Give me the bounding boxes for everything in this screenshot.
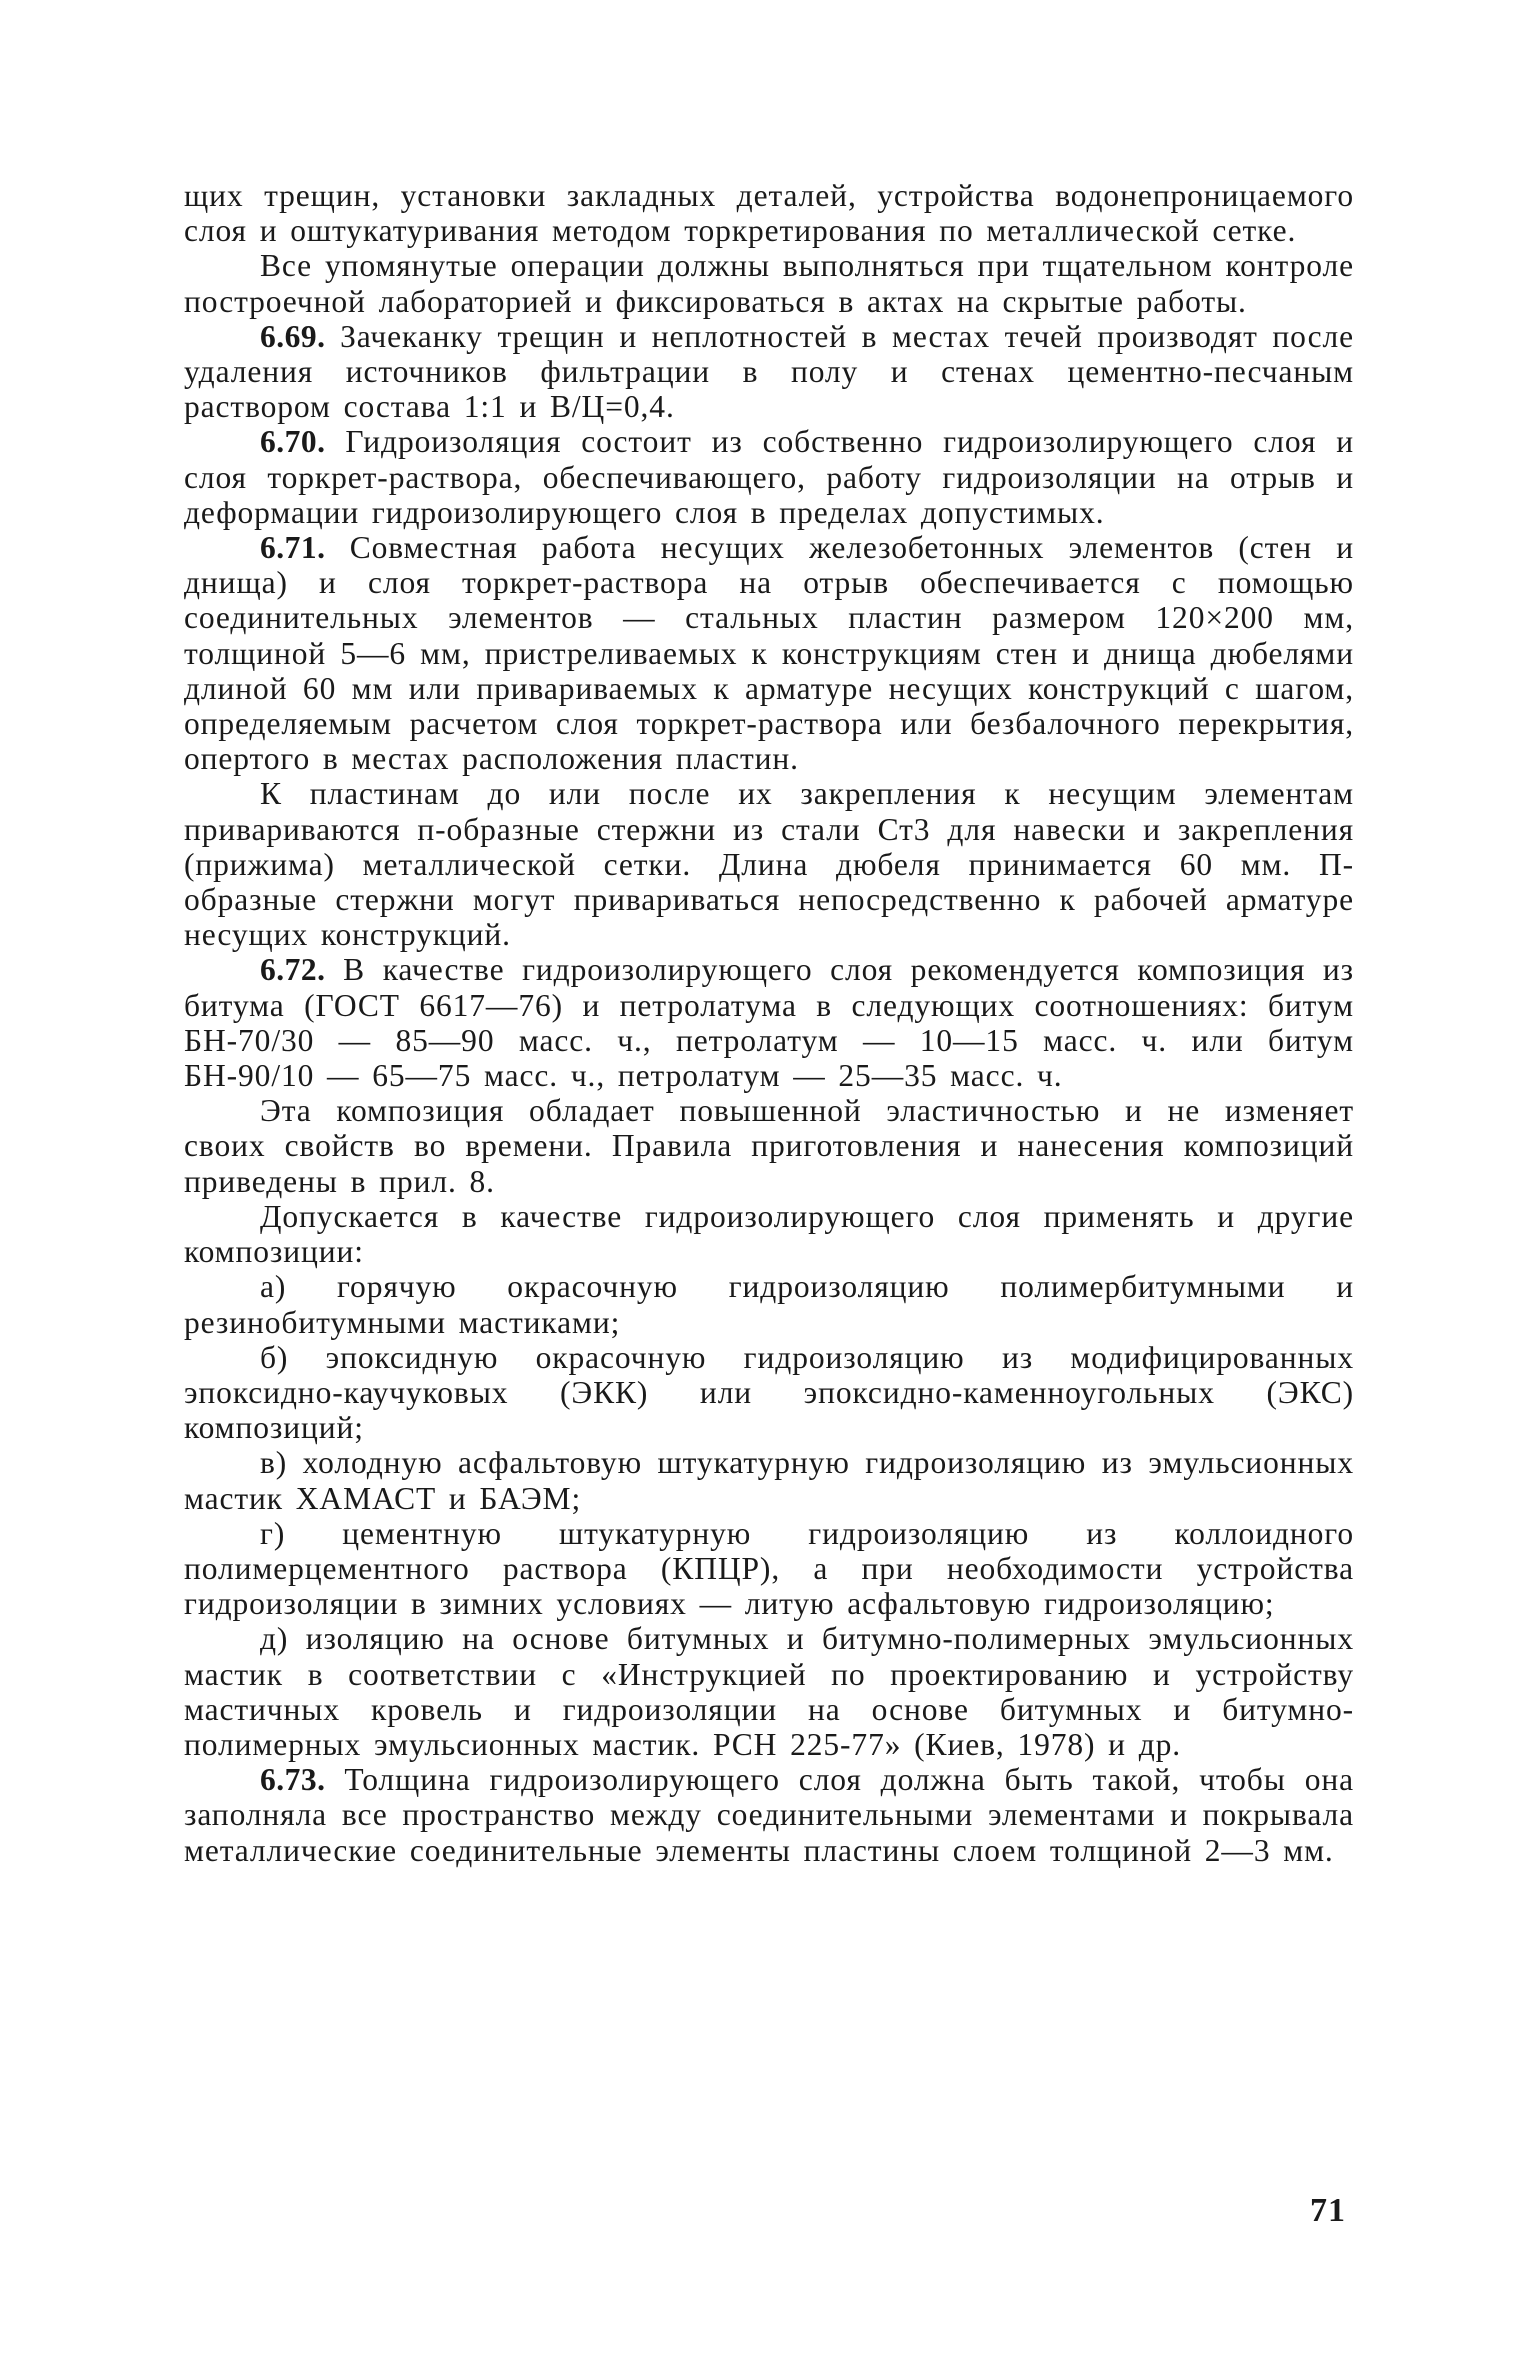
paragraph-text: а) горячую окрасочную гидроизоляцию полимербитумными и резинобитумными мастиками; [184,1269,1354,1340]
paragraph-text: Толщина гидроизолирующего слоя должна быть такой, чтобы она заполняла все пространство между соединительными элементами и покрывала металлические соединительные элементы пластины слоем толщиной 2—3 мм. [184,1762,1354,1868]
list-item-v [184,1445,1354,1515]
paragraph-text: Все упомянутые операции должны выполняться при тщательном контроле построечной лабораторией и фиксироваться в актах на скрытые работы. [184,248,1354,319]
paragraph-text: г) цементную штукатурную гидроизоляцию из коллоидного полимерцементного раствора (КПЦР), а при необходимости устройства гидроизоляции в зимних условиях — литую асфальтовую гидроизоляцию; [184,1515,1354,1622]
page-number: 71 [1310,2192,1346,2229]
paragraph-text: д) изоляцию на основе битумных и битумно-полимерных эмульсионных мастик в соответствии с «Инструкцией по проектированию и устройству мастичных кровель и гидроизоляции на основе битумных и битумно-полимерных эмульсионных мастик. РСН 225-77» (Киев, 1978) и др. [184,1621,1354,1762]
page-body [184,178,1354,1868]
paragraph-text: б) эпоксидную окрасочную гидроизоляцию из модифицированных эпоксидно-каучуковых (ЭКК) или эпоксидно-каменноугольных (ЭКС) композиций; [184,1339,1354,1446]
paragraph-text: Совместная работа несущих железобетонных элементов (стен и днища) и слоя торкрет-раствора на отрыв обеспечивается с помощью соединительных элементов — стальных пластин размером 120×200 мм, толщиной 5—6 мм, пристреливаемых к конструкциям стен и днища дюбелями длиной 60 мм или привариваемых к арматуре несущих конструкций с шагом, определяемым расчетом слоя торкрет-раствора или безбалочного перекрытия, опертого в местах расположения пластин. [184,530,1354,777]
list-item-a [184,1269,1354,1339]
paragraph-text: в) холодную асфальтовую штукатурную гидроизоляцию из эмульсионных мастик ХАМАСТ и БАЭМ; [184,1445,1354,1516]
list-item-d [184,1621,1354,1762]
clause-number: 6.73. [260,1762,326,1798]
paragraph-text: Зачеканку трещин и неплотностей в местах течей производят после удаления источников фильтрации в полу и стенах цементно-песчаным раствором состава 1:1 и В/Ц=0,4. [184,318,1354,425]
paragraph-6-71 [184,530,1354,776]
clause-number: 6.72. [260,952,326,988]
paragraph-text: Допускается в качестве гидроизолирующего слоя применять и другие композиции: [184,1198,1354,1270]
paragraph-6-73 [184,1762,1354,1868]
paragraph-text: К пластинам до или после их закрепления к несущим элементам привариваются п-образные стержни из стали Ст3 для навески и закрепления (прижима) металлической сетки. Длина дюбеля принимается 60 мм. П-образные стержни могут привариваться непосредственно к рабочей арматуре несущих конструкций. [184,776,1354,953]
paragraph-text: В качестве гидроизолирующего слоя рекомендуется композиция из битума (ГОСТ 6617—76) и петролатума в следующих соотношениях: битум БН-70/30 — 85—90 масс. ч., петролатум — 10—15 масс. ч. или битум БН-90/10 — 65—75 масс. ч., петролатум — 25—35 масс. ч. [184,952,1354,1094]
paragraph-continuation [184,178,1354,248]
list-item-g [184,1516,1354,1622]
paragraph-text: Гидроизоляция состоит из собственно гидроизолирующего слоя и слоя торкрет-раствора, обеспечивающего, работу гидроизоляции на отрыв и деформации гидроизолирующего слоя в пределах допустимых. [184,424,1354,530]
clause-number: 6.71. [260,530,326,566]
paragraph-text: Эта композиция обладает повышенной эластичностью и не изменяет своих свойств во времени. Правила приготовления и нанесения композиций приведены в прил. 8. [184,1093,1354,1199]
paragraph-6-72 [184,952,1354,1093]
paragraph [184,248,1354,318]
paragraph [184,1199,1354,1269]
clause-number: 6.70. [260,424,326,460]
paragraph-6-69 [184,319,1354,425]
paragraph-6-70 [184,424,1354,530]
clause-number: 6.69. [260,318,326,354]
list-item-b [184,1340,1354,1446]
paragraph-text: щих трещин, установки закладных деталей, устройства водонепроницаемого слоя и оштукатуривания методом торкретирования по металлической сетке. [184,178,1354,249]
paragraph [184,1093,1354,1199]
paragraph [184,776,1354,952]
